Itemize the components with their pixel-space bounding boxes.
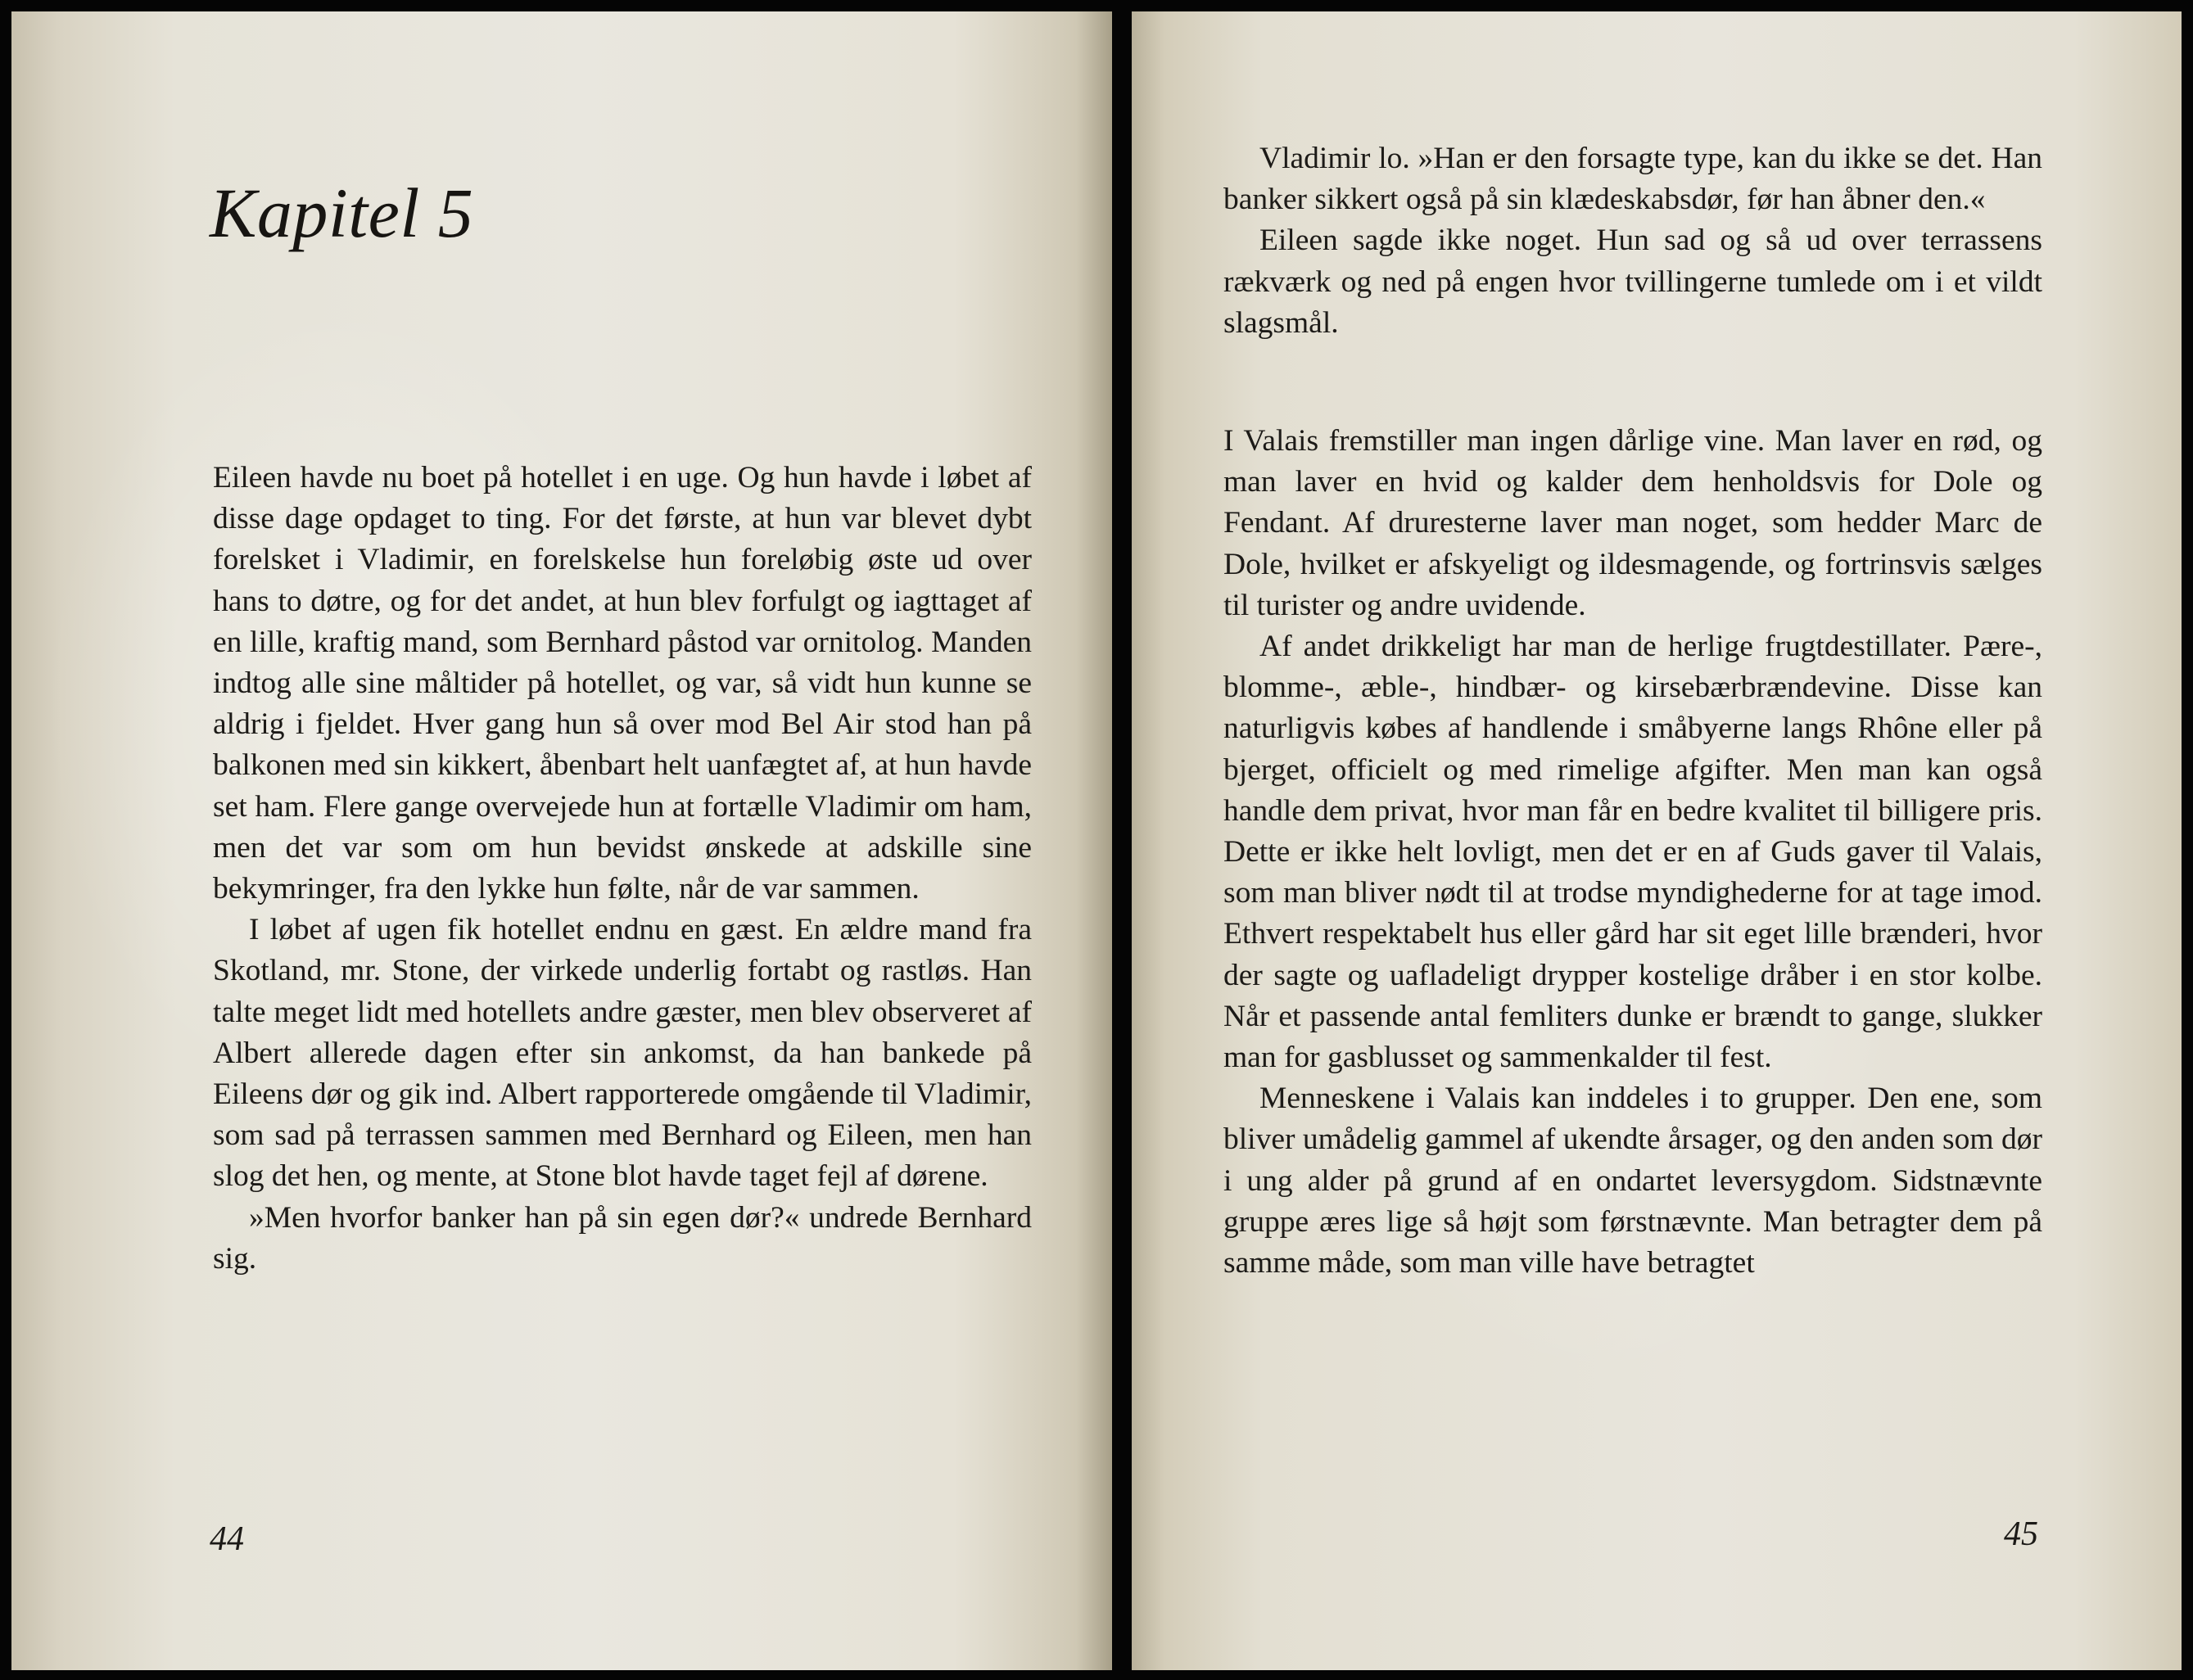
left-page: [11, 11, 1112, 1670]
paragraph: I løbet af ugen fik hotellet endnu en gæst. En ældre mand fra Skotland, mr. Stone, der virkede underlig fortabt og rastløs. Han talte meget lidt med hotellets andre gæster, men blev observeret af Albert allerede dagen efter sin ankomst, da han bankede på Eileens dør og gik ind. Albert rapporterede omgående til Vladimir, som sad på terrassen sammen med Bernhard og Eileen, men han slog det hen, og mente, at Stone blot havde taget fejl af dørene.: [213, 913, 1032, 1194]
paragraph: I Valais fremstiller man ingen dårlige vine. Man laver en rød, og man laver en hvid og kalder dem henholdsvis for Dole og Fendant. Af druresterne laver man noget, som hedder Marc de Dole, hvilket er afskyeligt og ildesmagende, og fortrinsvis sælges til turister og andre uvidende.: [1223, 424, 2042, 622]
paragraph: Menneskene i Valais kan inddeles i to grupper. Den ene, som bliver umådelig gammel af ukendte årsager, og den anden som dør i ung alder på grund af en ondartet leversygdom. Sidstnævnte gruppe æres lige så højt som førstnævnte. Man betragter dem på samme måde, som man ville have betragtet: [1223, 1082, 2042, 1280]
chapter-title: Kapitel 5: [210, 174, 474, 252]
right-page-section-1: [1223, 138, 2042, 344]
right-page: [1132, 11, 2182, 1670]
paragraph: »Men hvorfor banker han på sin egen dør?« undrede Bernhard sig.: [213, 1200, 1032, 1276]
paragraph: Eileen sagde ikke noget. Hun sad og så ud over terrassens rækværk og ned på engen hvor tvillingerne tumlede om i et vildt slagsmål.: [1223, 224, 2042, 340]
paragraph: Af andet drikkeligt har man de herlige frugtdestillater. Pære-, blomme-, æble-, hindbær- og kirsebærbrændevine. Disse kan naturligvis købes af handlende i småbyerne langs Rhône eller på bjerget, officielt og med rimelige afgifter. Men man kan også handle dem privat, hvor man får en bedre kvalitet til billigere pris. Dette er ikke helt lovligt, men det er en af Guds gaver til Valais, som man bliver nødt til at trodse myndighederne for at tage imod. Ethvert respektabelt hus eller gård har sit eget lille brænderi, hvor der sagte og uafladeligt drypper kostelige dråber i en stor kolbe. Når et passende antal femliters dunke er brændt to gange, slukker man for gasblusset og sammenkalder til fest.: [1223, 630, 2042, 1075]
paragraph: Eileen havde nu boet på hotellet i en uge. Og hun havde i løbet af disse dage opdaget to ting. For det første, at hun var blevet dybt forelsket i Vladimir, en forelskelse hun foreløbig øste ud over hans to døtre, og for det andet, at hun blev forfulgt og iagttaget af en lille, kraftig mand, som Bernhard påstod var ornitolog. Manden indtog alle sine måltider på hotellet, og var, så vidt hun kunne se aldrig i fjeldet. Hver gang hun så over mod Bel Air stod han på balkonen med sin kikkert, åbenbart helt uanfægtet af, at hun havde set ham. Flere gange overvejede hun at fortælle Vladimir om ham, men det var som om hun bevidst ønskede at adskille sine bekymringer, fra den lykke hun følte, når de var sammen.: [213, 461, 1032, 906]
page-number: 44: [210, 1520, 244, 1558]
paragraph: Vladimir lo. »Han er den forsagte type, kan du ikke se det. Han banker sikkert også på sin klædeskabsdør, før han åbner den.«: [1223, 142, 2042, 217]
page-number: 45: [2004, 1515, 2038, 1553]
right-page-section-2: [1223, 421, 2042, 1284]
left-page-body: [213, 458, 1032, 1280]
